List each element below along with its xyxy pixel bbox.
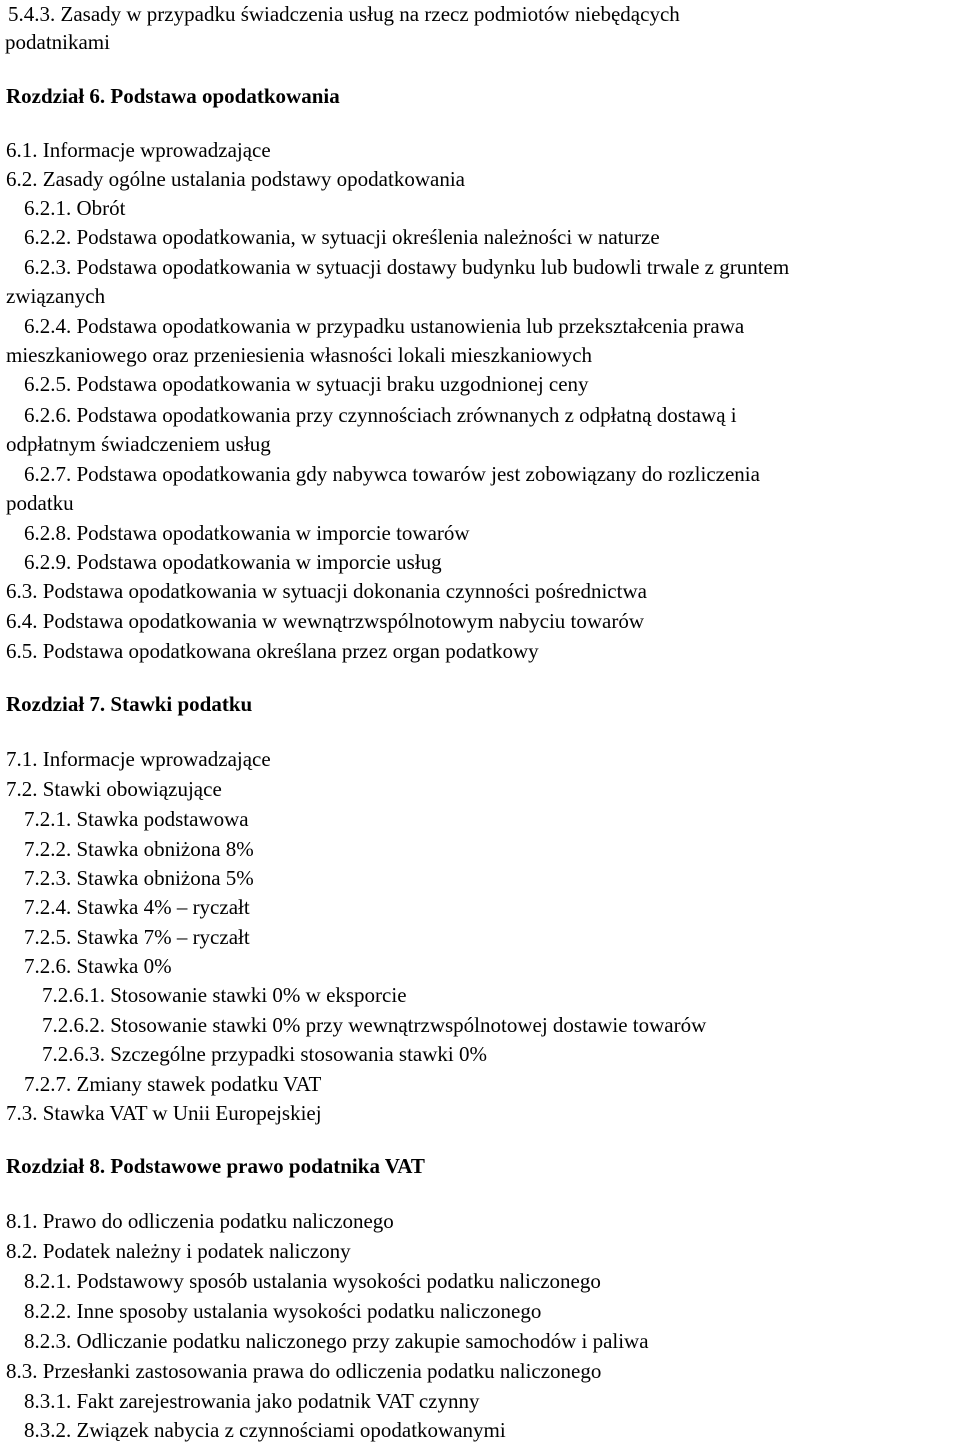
- toc-entry: 8.2. Podatek należny i podatek naliczony: [6, 1239, 351, 1263]
- toc-entry: 6.2.2. Podstawa opodatkowania, w sytuacji określenia należności w naturze: [24, 225, 660, 249]
- toc-entry: 6.2. Zasady ogólne ustalania podstawy opodatkowania: [6, 167, 465, 191]
- toc-entry: 6.2.3. Podstawa opodatkowania w sytuacji dostawy budynku lub budowli trwale z gruntem: [24, 255, 790, 279]
- toc-entry: 8.2.1. Podstawowy sposób ustalania wysokości podatku naliczonego: [24, 1269, 601, 1293]
- toc-entry: 7.2.7. Zmiany stawek podatku VAT: [24, 1072, 322, 1096]
- toc-entry: 6.3. Podstawa opodatkowania w sytuacji dokonania czynności pośrednictwa: [6, 579, 647, 603]
- toc-entry: 8.2.3. Odliczanie podatku naliczonego przy zakupie samochodów i paliwa: [24, 1329, 649, 1353]
- toc-entry: 6.2.7. Podstawa opodatkowania gdy nabywca towarów jest zobowiązany do rozliczenia: [24, 462, 760, 486]
- toc-entry: 7.2.6. Stawka 0%: [24, 954, 172, 978]
- toc-entry: 6.1. Informacje wprowadzające: [6, 138, 271, 162]
- toc-entry: 6.2.1. Obrót: [24, 196, 126, 220]
- toc-entry: 6.2.6. Podstawa opodatkowania przy czynnościach zrównanych z odpłatną dostawą i: [24, 403, 737, 427]
- toc-entry: związanych: [6, 284, 106, 308]
- chapter-heading: Rozdział 8. Podstawowe prawo podatnika VAT: [6, 1154, 425, 1178]
- toc-entry: 6.4. Podstawa opodatkowania w wewnątrzwspólnotowym nabyciu towarów: [6, 609, 645, 633]
- toc-entry: 7.2.6.2. Stosowanie stawki 0% przy wewnątrzwspólnotowej dostawie towarów: [42, 1013, 707, 1037]
- toc-entry: 7.2.3. Stawka obniżona 5%: [24, 866, 254, 890]
- toc-entry: 5.4.3. Zasady w przypadku świadczenia usług na rzecz podmiotów niebędących: [8, 2, 680, 26]
- toc-entry: 8.1. Prawo do odliczenia podatku naliczonego: [6, 1209, 394, 1233]
- toc-entry: 7.2.6.3. Szczególne przypadki stosowania stawki 0%: [42, 1042, 487, 1066]
- toc-entry: 6.2.5. Podstawa opodatkowania w sytuacji braku uzgodnionej ceny: [24, 372, 589, 396]
- toc-entry: 6.2.4. Podstawa opodatkowania w przypadku ustanowienia lub przekształcenia prawa: [24, 314, 745, 338]
- toc-entry: 6.5. Podstawa opodatkowana określana przez organ podatkowy: [6, 639, 539, 663]
- toc-entry: 7.2.1. Stawka podstawowa: [24, 807, 249, 831]
- toc-entry: 7.2.2. Stawka obniżona 8%: [24, 837, 254, 861]
- chapter-heading: Rozdział 6. Podstawa opodatkowania: [6, 84, 340, 108]
- toc-entry: 7.2.5. Stawka 7% – ryczałt: [24, 925, 250, 949]
- toc-entry: 6.2.9. Podstawa opodatkowania w imporcie usług: [24, 550, 442, 574]
- toc-entry: 7.3. Stawka VAT w Unii Europejskiej: [6, 1101, 322, 1125]
- toc-entry: podatnikami: [5, 30, 110, 54]
- toc-entry: 8.3.1. Fakt zarejestrowania jako podatnik VAT czynny: [24, 1389, 480, 1413]
- toc-entry: 7.2.6.1. Stosowanie stawki 0% w eksporcie: [42, 983, 407, 1007]
- toc-entry: 8.2.2. Inne sposoby ustalania wysokości podatku naliczonego: [24, 1299, 542, 1323]
- toc-entry: 7.2.4. Stawka 4% – ryczałt: [24, 895, 250, 919]
- chapter-heading: Rozdział 7. Stawki podatku: [6, 692, 253, 716]
- toc-entry: odpłatnym świadczeniem usług: [6, 432, 271, 456]
- toc-entry: 8.3.2. Związek nabycia z czynnościami opodatkowanymi: [24, 1418, 506, 1442]
- toc-entry: 7.2. Stawki obowiązujące: [6, 777, 222, 801]
- toc-entry: 7.1. Informacje wprowadzające: [6, 747, 271, 771]
- toc-entry: 8.3. Przesłanki zastosowania prawa do odliczenia podatku naliczonego: [6, 1359, 602, 1383]
- toc-entry: mieszkaniowego oraz przeniesienia własności lokali mieszkaniowych: [6, 343, 593, 367]
- toc-entry: podatku: [6, 491, 74, 515]
- toc-entry: 6.2.8. Podstawa opodatkowania w imporcie towarów: [24, 521, 470, 545]
